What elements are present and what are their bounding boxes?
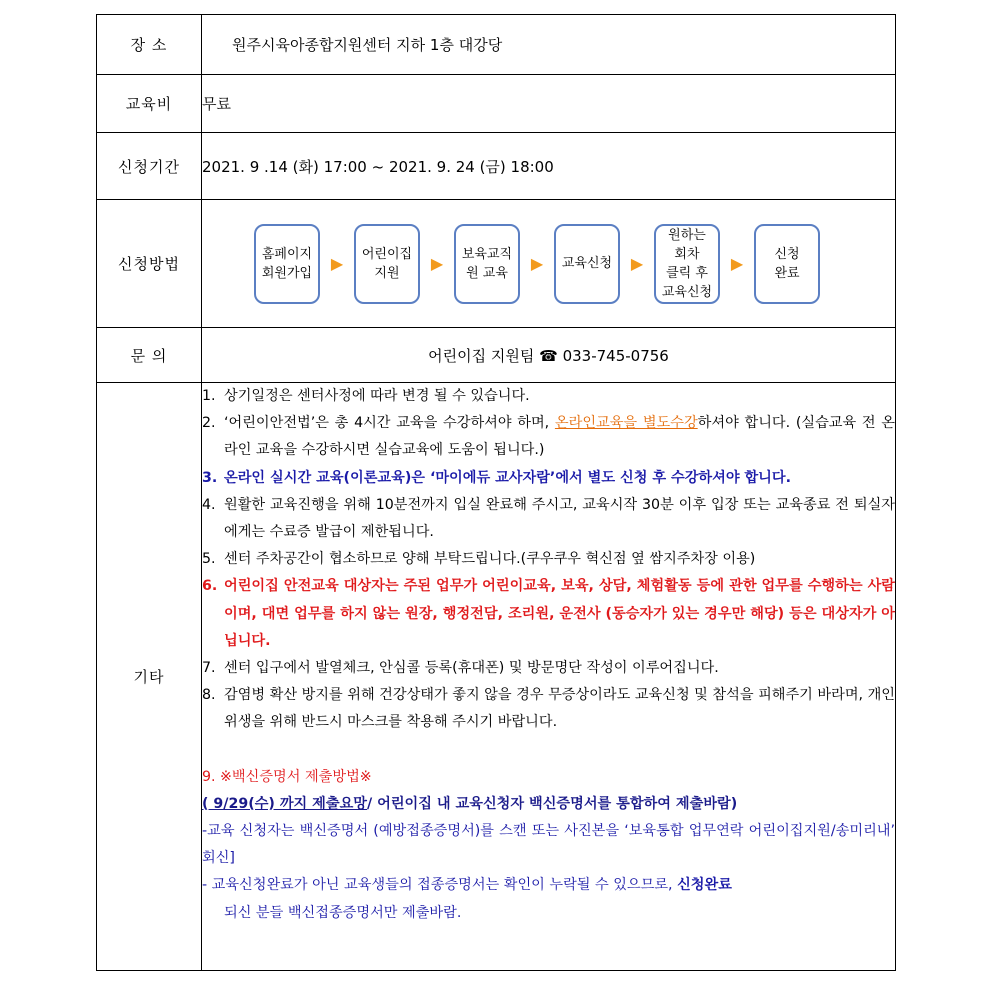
fee-label: 교육비 [97,75,202,133]
etc-label: 기타 [97,383,202,971]
period-value: 2021. 9 .14 (화) 17:00 ~ 2021. 9. 24 (금) 18:00 [202,133,896,200]
online-course-highlight: 온라인교육을 별도수강 [554,415,698,432]
note-9-complete: - 교육신청완료가 아닌 교육생들의 접종증명서는 확인이 누락될 수 있으므로, 신청완료 되신 분들 백신접종증명서만 제출바람. [202,877,732,921]
arrow-right-icon: ▶ [330,254,344,273]
row-method [97,200,896,328]
arrow-right-icon: ▶ [430,254,444,273]
note-9-scan: -교육 신청자는 백신증명서 (예방접종증명서)를 스캔 또는 사진본을 ‘보육통합 업무연락 어린이집지원/송미리내’ 회신] [202,823,895,867]
process-flow [202,224,895,304]
note-1: 1. 상기일정은 센터사정에 따라 변경 될 수 있습니다. [202,388,530,404]
info-table [96,14,896,971]
note-7: 7. 센터 입구에서 발열체크, 안심콜 등록(휴대폰) 및 방문명단 작성이 이루어집니다. [202,660,719,677]
note-3: 3. 온라인 실시간 교육(이론교육)은 ‘마이에듀 교사자람’에서 별도 신청 후 수강하셔야 합니다. [202,469,791,486]
note-5: 5. 센터 주차공간이 협소하므로 양해 부탁드립니다.(쿠우쿠우 혁신점 옆 쌈지주차장 이용) [202,551,756,568]
contact-value: 어린이집 지원팀 ☎ 033-745-0756 [202,328,896,383]
row-contact [97,328,896,383]
step-select-session: 원하는 회차 클릭 후 교육신청 [654,224,720,304]
row-etc [97,383,896,971]
step-staff-education: 보육교직 원 교육 [454,224,520,304]
place-value: 원주시육아종합지원센터 지하 1층 대강당 [202,15,896,75]
method-flow-cell [202,200,896,328]
fee-value: 무료 [202,75,896,133]
row-place [97,15,896,75]
step-signup: 홈페이지 회원가입 [254,224,320,304]
note-2: 2. ‘어린이안전법’은 총 4시간 교육을 수강하셔야 하며, 온라인교육을 별도수강하셔야 합니다. (실습교육 전 온라인 교육을 수강하시면 실습교육에 도움이 됩니다.) [202,415,896,459]
row-fee [97,75,896,133]
arrow-right-icon: ▶ [730,254,744,273]
note-9-title: 9. ※백신증명서 제출방법※ [202,768,372,785]
place-label: 장 소 [97,15,202,75]
row-period [97,133,896,200]
spacer [202,737,895,764]
note-9-deadline: ( 9/29(수) 까지 제출요망/ 어린이집 내 교육신청자 백신증명서를 통합하여 제출바람) [202,795,738,812]
step-apply: 교육신청 [554,224,620,304]
notes-cell [202,383,896,971]
note-8: 8. 감염병 확산 방지를 위해 건강상태가 좋지 않을 경우 무증상이라도 교육신청 및 참석을 피해주기 바라며, 개인 위생을 위해 반드시 마스크를 착용해 주시기 바랍니다. [202,687,895,731]
arrow-right-icon: ▶ [630,254,644,273]
step-complete: 신청 완료 [754,224,820,304]
contact-label: 문 의 [97,328,202,383]
step-daycare-support: 어린이집 지원 [354,224,420,304]
arrow-right-icon: ▶ [530,254,544,273]
note-4: 4. 원활한 교육진행을 위해 10분전까지 입실 완료해 주시고, 교육시작 30분 이후 입장 또는 교육종료 전 퇴실자에게는 수료증 발급이 제한됩니다. [202,496,895,541]
note-6: 6. 어린이집 안전교육 대상자는 주된 업무가 어린이교육, 보육, 상담, 체험활동 등에 관한 업무를 수행하는 사람이며, 대면 업무를 하지 않는 원장, 행정전담, 조리원, 운전사 (동승자가 있는 경우만 해당) 등은 대상자가 아닙니다. [202,578,895,649]
method-label: 신청방법 [97,200,202,328]
period-label: 신청기간 [97,133,202,200]
